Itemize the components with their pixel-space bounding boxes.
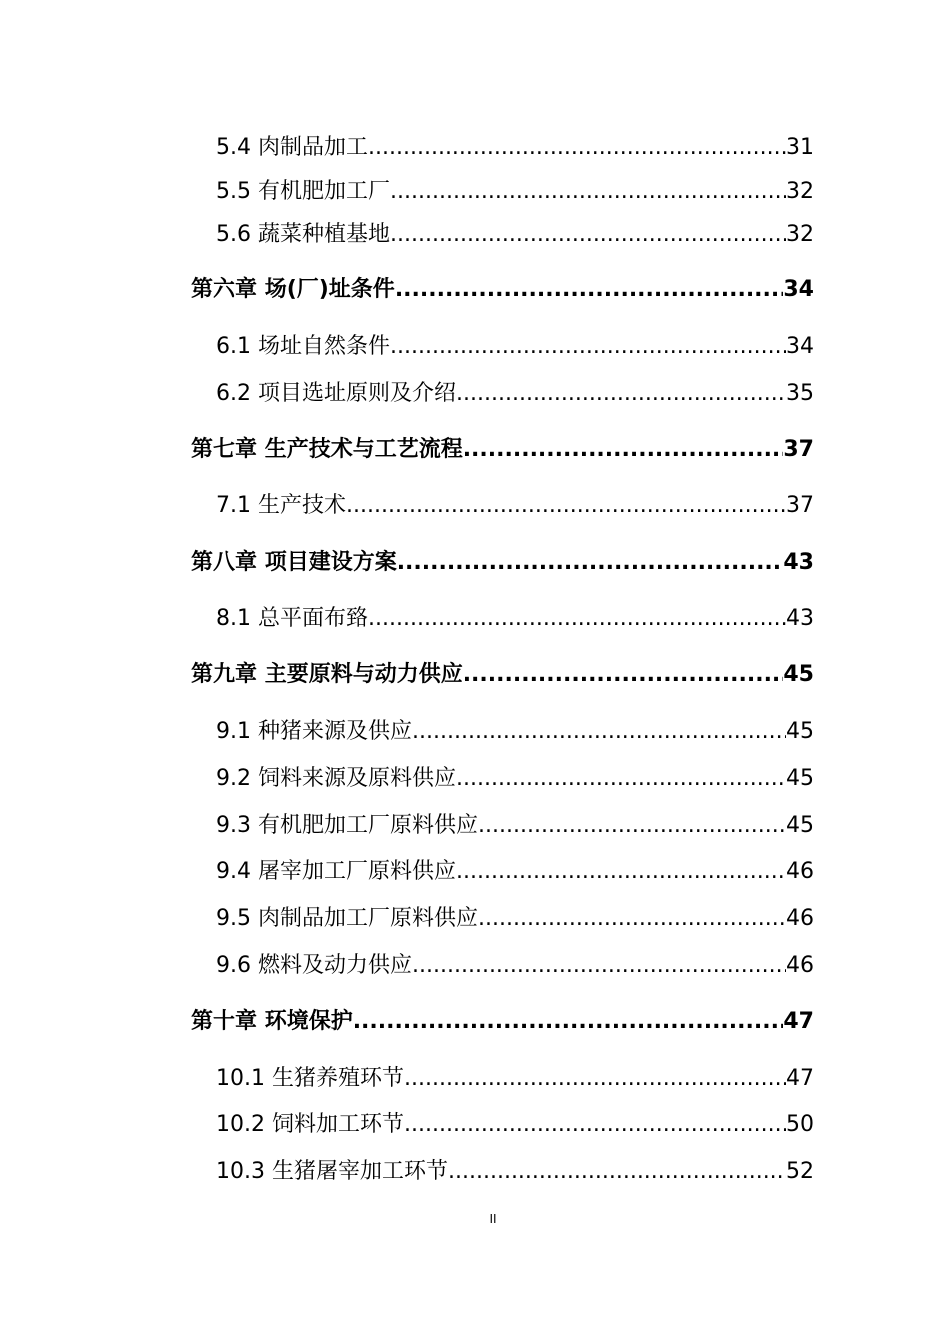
toc-entry-title: 第七章 生产技术与工艺流程 [191, 437, 463, 462]
toc-entry[interactable] [216, 217, 814, 248]
toc-entry-page: 52 [786, 1159, 814, 1184]
dot-leader [353, 1009, 784, 1034]
toc-entry-title: 6.2 项目选址原则及介绍 [216, 381, 457, 406]
dot-leader [346, 493, 786, 518]
dot-leader [397, 550, 784, 575]
toc-entry-title: 10.3 生猪屠宰加工环节 [216, 1159, 448, 1184]
toc-entry-title: 5.5 有机肥加工厂 [216, 179, 391, 204]
toc-entry[interactable] [216, 948, 814, 979]
toc-entry-page: 35 [786, 381, 814, 406]
toc-chapter-entry[interactable] [191, 657, 814, 688]
toc-entry-page: 37 [786, 493, 814, 518]
toc-entry-page: 45 [786, 766, 814, 791]
toc-entry-title: 第九章 主要原料与动力供应 [191, 662, 463, 687]
dot-leader [463, 437, 784, 462]
dot-leader [368, 606, 786, 631]
toc-chapter-entry[interactable] [191, 272, 814, 303]
toc-entry-title: 9.2 饲料来源及原料供应 [216, 766, 457, 791]
toc-entry-title: 第十章 环境保护 [191, 1009, 353, 1034]
dot-leader [456, 381, 786, 406]
toc-entry-title: 9.4 屠宰加工厂原料供应 [216, 859, 457, 884]
toc-entry[interactable] [216, 808, 814, 839]
toc-entry[interactable] [216, 761, 814, 792]
toc-entry-page: 45 [786, 719, 814, 744]
toc-entry[interactable] [216, 174, 814, 205]
dot-leader [478, 813, 786, 838]
toc-entry[interactable] [216, 1061, 814, 1092]
dot-leader [390, 334, 786, 359]
dot-leader [368, 135, 786, 160]
toc-entry[interactable] [216, 714, 814, 745]
toc-entry-page: 34 [786, 334, 814, 359]
dot-leader [390, 222, 786, 247]
toc-entry-page: 37 [783, 437, 814, 462]
toc-entry-page: 47 [786, 1066, 814, 1091]
toc-entry[interactable] [216, 376, 814, 407]
toc-entry-title: 6.1 场址自然条件 [216, 334, 391, 359]
toc-entry-title: 10.2 饲料加工环节 [216, 1112, 404, 1137]
toc-entry-title: 7.1 生产技术 [216, 493, 347, 518]
toc-entry-page: 43 [783, 550, 814, 575]
toc-entry[interactable] [216, 329, 814, 360]
toc-entry-title: 10.1 生猪养殖环节 [216, 1066, 404, 1091]
dot-leader [448, 1159, 786, 1184]
toc-entry[interactable] [216, 488, 814, 519]
toc-entry-title: 9.6 燃料及动力供应 [216, 953, 413, 978]
dot-leader [456, 766, 786, 791]
toc-entry-title: 9.5 肉制品加工厂原料供应 [216, 906, 479, 931]
toc-entry[interactable] [216, 901, 814, 932]
dot-leader [463, 662, 784, 687]
toc-chapter-entry[interactable] [191, 545, 814, 576]
toc-entry-title: 9.1 种猪来源及供应 [216, 719, 413, 744]
dot-leader [412, 719, 786, 744]
toc-entry-page: 46 [786, 953, 814, 978]
toc-entry-page: 46 [786, 859, 814, 884]
toc-entry-page: 47 [783, 1009, 814, 1034]
toc-entry-page: 31 [786, 135, 814, 160]
toc-entry-title: 第八章 项目建设方案 [191, 550, 397, 575]
toc-entry-title: 5.4 肉制品加工 [216, 135, 369, 160]
toc-entry-title: 第六章 场(厂)址条件 [191, 277, 395, 302]
toc-entry-title: 9.3 有机肥加工厂原料供应 [216, 813, 479, 838]
toc-entry-title: 8.1 总平面布臵 [216, 606, 369, 631]
dot-leader [404, 1112, 786, 1137]
toc-entry-page: 32 [786, 222, 814, 247]
dot-leader [395, 277, 784, 302]
toc-entry-page: 45 [786, 813, 814, 838]
dot-leader [390, 179, 786, 204]
toc-entry-page: 32 [786, 179, 814, 204]
toc-entry[interactable] [216, 1107, 814, 1138]
toc-entry[interactable] [216, 601, 814, 632]
toc-entry[interactable] [216, 854, 814, 885]
dot-leader [412, 953, 786, 978]
dot-leader [456, 859, 786, 884]
toc-entry-page: 43 [786, 606, 814, 631]
dot-leader [478, 906, 786, 931]
dot-leader [404, 1066, 786, 1091]
toc-entry-title: 5.6 蔬菜种植基地 [216, 222, 391, 247]
toc-entry[interactable] [216, 130, 814, 161]
toc-entry[interactable] [216, 1154, 814, 1185]
toc-entry-page: 34 [783, 277, 814, 302]
toc-entry-page: 46 [786, 906, 814, 931]
toc-chapter-entry[interactable] [191, 1004, 814, 1035]
page-number: II [489, 1212, 497, 1226]
toc-entry-page: 45 [783, 662, 814, 687]
toc-entry-page: 50 [786, 1112, 814, 1137]
toc-chapter-entry[interactable] [191, 432, 814, 463]
